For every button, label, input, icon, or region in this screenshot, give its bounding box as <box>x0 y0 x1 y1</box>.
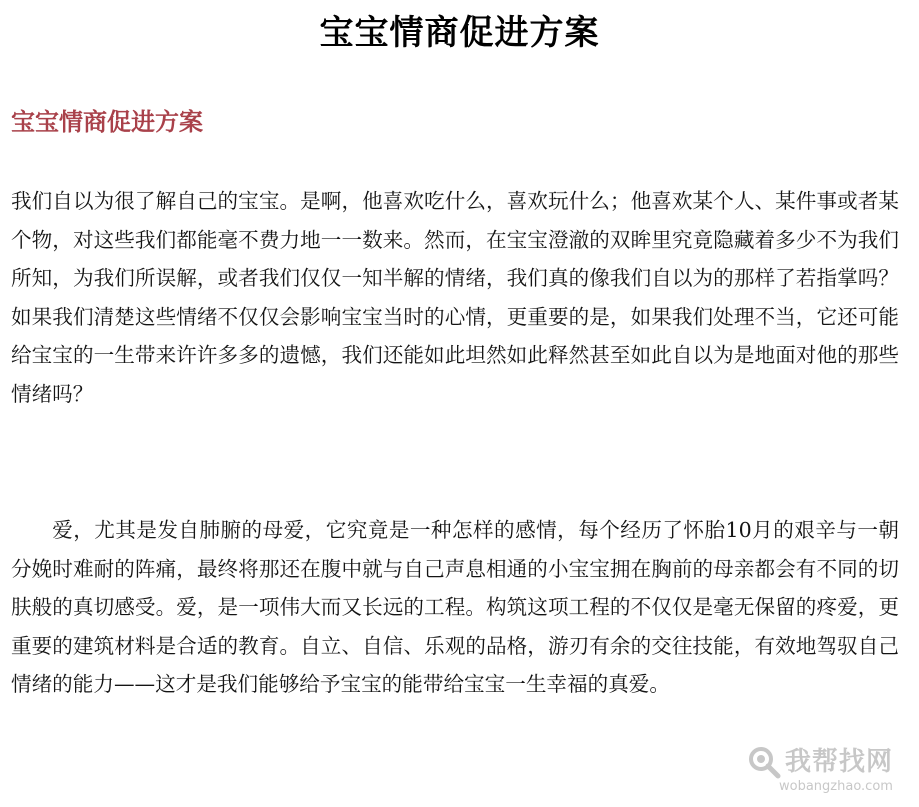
paragraph-1: 我们自以为很了解自己的宝宝。是啊，他喜欢吃什么，喜欢玩什么；他喜欢某个人、某件事或者某个物，对这些我们都能毫不费力地一一数来。然而，在宝宝澄澈的双眸里究竟隐藏着多少不为我们所知，为我们所误解，或者我们仅仅一知半解的情绪，我们真的像我们自以为的那样了若指掌吗？如果我们清楚这些情绪不仅仅会影响宝宝当时的心情，更重要的是，如果我们处理不当，它还可能给宝宝的一生带来许许多多的遗憾，我们还能如此坦然如此释然甚至如此自以为是地面对他的那些情绪吗？ <box>11 189 899 406</box>
paragraph-2: 爱，尤其是发自肺腑的母爱，它究竟是一种怎样的感情，每个经历了怀胎10月的艰辛与一朝分娩时难耐的阵痛，最终将那还在腹中就与自己声息相通的小宝宝拥在胸前的母亲都会有不同的切肤般的真切感受。爱，是一项伟大而又长远的工程。构筑这项工程的不仅仅是毫无保留的疼爱，更重要的建筑材料是合适的教育。自立、自信、乐观的品格，游刃有余的交往技能，有效地驾驭自己情绪的能力——这才是我们能够给予宝宝的能带给宝宝一生幸福的真爱。 <box>11 518 899 697</box>
section-heading: 宝宝情商促进方案 <box>11 107 203 136</box>
site-watermark <box>745 741 905 801</box>
watermark-text-cn: 我帮找网 <box>785 747 894 777</box>
magnifier-logo-icon <box>747 745 781 779</box>
watermark-text-en: wobangzhao.com <box>779 779 893 794</box>
document-title: 宝宝情商促进方案 <box>319 13 600 53</box>
